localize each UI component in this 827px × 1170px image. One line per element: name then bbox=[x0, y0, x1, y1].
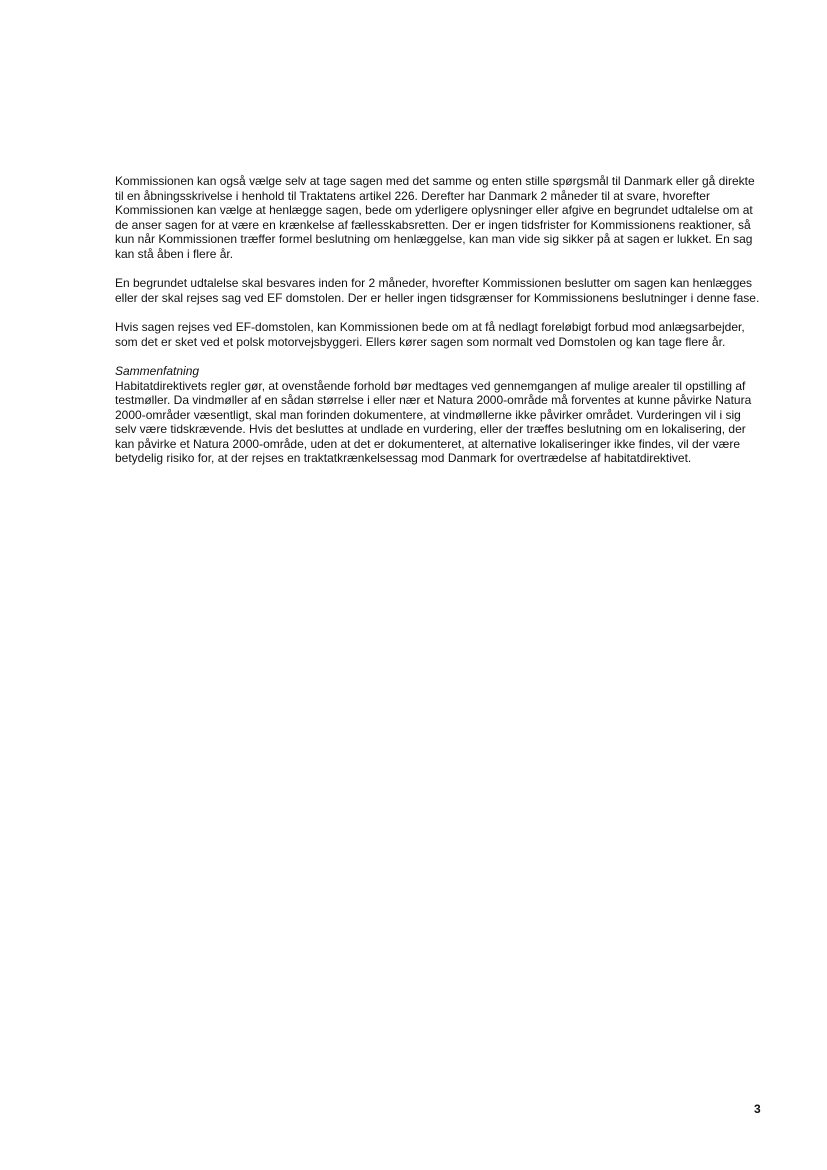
paragraph-reasoned-opinion: En begrundet udtalelse skal besvares inden for 2 måneder, hvorefter Kommissionen beslutter om sagen kan henlægges eller der skal rejses sag ved EF domstolen. Der er heller ingen tidsgrænser for Kommissionens beslutninger i denne fase. bbox=[115, 276, 760, 305]
paragraph-commission-options: Kommissionen kan også vælge selv at tage sagen med det samme og enten stille spørgsmål til Danmark eller gå direkte til en åbningsskrivelse i henhold til Traktatens artikel 226. Derefter har Danmark 2 måneder til at svare, hvorefter Kommissionen kan vælge at henlægge sagen, bede om yderligere oplysninger eller afgive en begrundet udtalelse om at de anser sagen for at være en krænkelse af fællesskabsretten. Der er ingen tidsfrister for Kommissionens reaktioner, så kun når Kommissionen træffer formel beslutning om henlæggelse, kan man vide sig sikker på at sagen er lukket. En sag kan stå åben i flere år. bbox=[115, 174, 755, 261]
summary-paragraph: Habitatdirektivets regler gør, at ovenstående forhold bør medtages ved gennemgangen af mulige arealer til opstilling af testmøller. Da vindmøller af en sådan størrelse i eller nær et Natura 2000-område må forventes at kunne påvirke Natura 2000-områder væsentligt, skal man forinden dokumentere, at vindmøllerne ikke påvirker området. Vurderingen vil i sig selv være tidskrævende. Hvis det besluttes at undlade en vurdering, eller der træffes beslutning om en lokalisering, der kan påvirke et Natura 2000-område, uden at det er dokumenteret, at alternative lokaliseringer ikke findes, vil der være betydelig risiko for, at der rejses en traktatkrænkelsessag mod Danmark for overtrædelse af habitatdirektivet. bbox=[115, 378, 752, 465]
summary-heading: Sammenfatning bbox=[115, 364, 200, 378]
document-body bbox=[115, 174, 763, 466]
paragraph-court-case: Hvis sagen rejses ved EF-domstolen, kan Kommissionen bede om at få nedlagt foreløbigt forbud mod anlægsarbejder, som det er sket ved et polsk motorvejsbyggeri. Ellers kører sagen som normalt ved Domstolen og kan tage flere år. bbox=[115, 320, 745, 349]
page-number: 3 bbox=[754, 1102, 761, 1116]
